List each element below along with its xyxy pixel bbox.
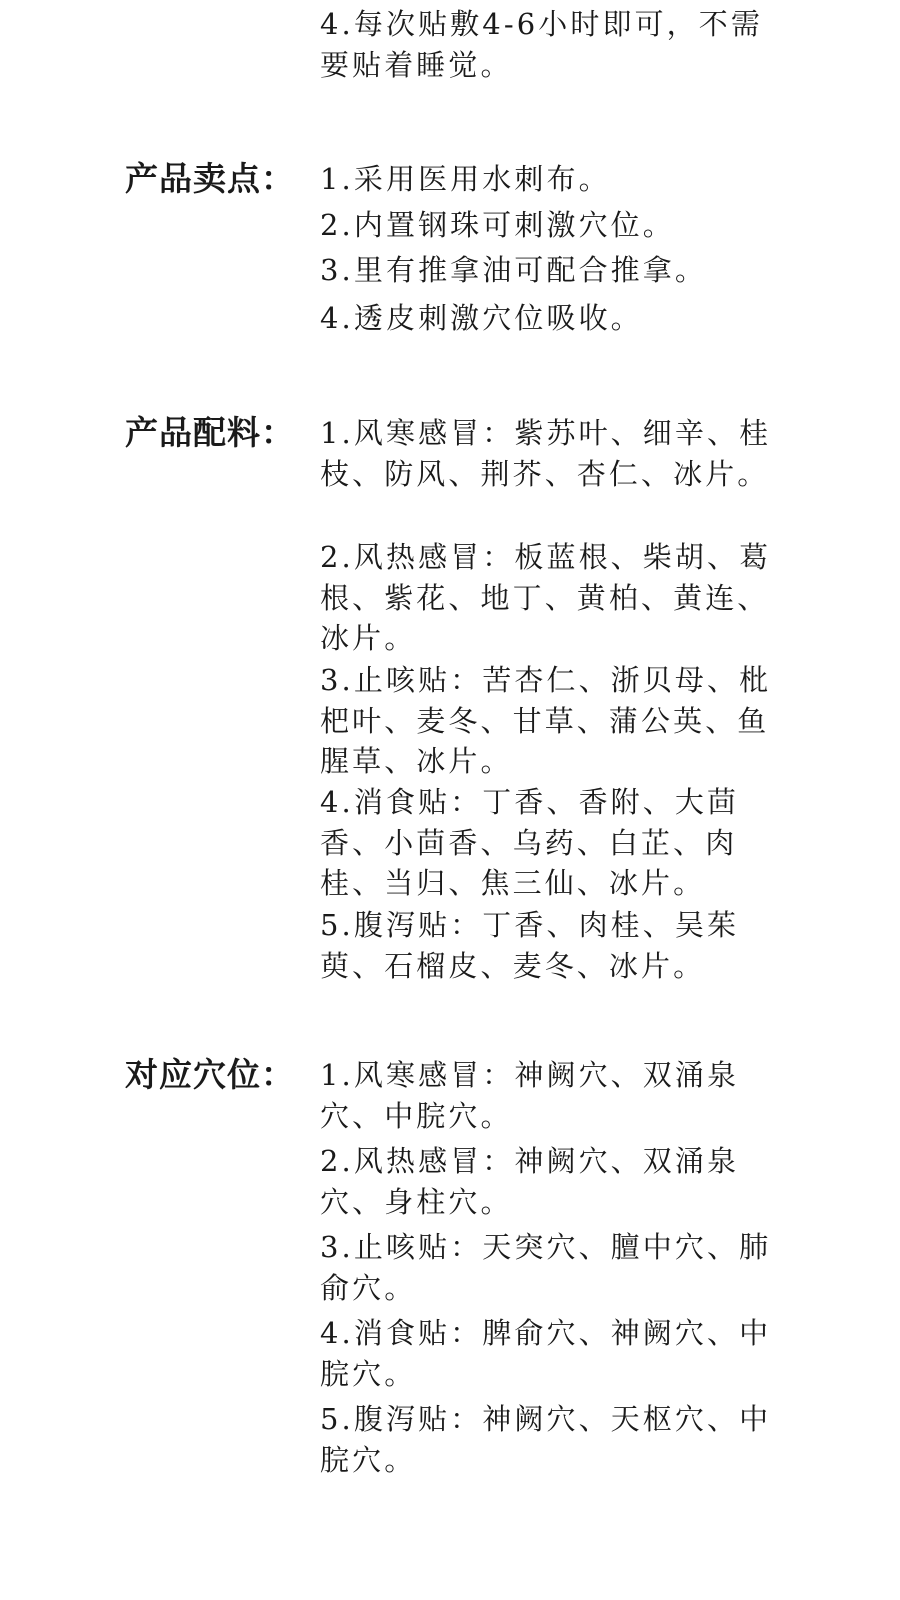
acupoint-item-5: 5.腹泻贴：神阙穴、天枢穴、中脘穴。 (320, 1402, 772, 1477)
ingredient-item-2: 2.风热感冒：板蓝根、柴胡、葛根、紫花、地丁、黄柏、黄连、冰片。 (320, 540, 772, 655)
selling-point-item-4: 4.透皮刺激穴位吸收。 (320, 301, 643, 335)
selling-point-item-2: 2.内置钢珠可刺激穴位。 (320, 208, 675, 242)
ingredient-item-3: 3.止咳贴：苦杏仁、浙贝母、枇杷叶、麦冬、甘草、蒲公英、鱼腥草、冰片。 (320, 663, 772, 778)
ingredient-item-5: 5.腹泻贴：丁香、肉桂、吴茱萸、石榴皮、麦冬、冰片。 (320, 908, 740, 983)
usage-item-4: 4.每次贴敷4-6小时即可，不需要贴着睡觉。 (320, 7, 763, 82)
selling-point-item-1: 1.采用医用水刺布。 (320, 162, 611, 196)
ingredients-label: 产品配料： (125, 413, 295, 452)
selling-points-label: 产品卖点： (125, 159, 295, 198)
ingredient-item-1: 1.风寒感冒：紫苏叶、细辛、桂枝、防风、荆芥、杏仁、冰片。 (320, 416, 772, 491)
acupoint-item-4: 4.消食贴：脾俞穴、神阙穴、中脘穴。 (320, 1316, 772, 1391)
ingredient-item-4: 4.消食贴：丁香、香附、大茴香、小茴香、乌药、白芷、肉桂、当归、焦三仙、冰片。 (320, 785, 740, 900)
acupoint-item-3: 3.止咳贴：天突穴、膻中穴、肺俞穴。 (320, 1230, 772, 1305)
acupoints-label: 对应穴位： (125, 1055, 295, 1094)
acupoint-item-2: 2.风热感冒：神阙穴、双涌泉穴、身柱穴。 (320, 1144, 740, 1219)
selling-point-item-3: 3.里有推拿油可配合推拿。 (320, 253, 707, 287)
acupoint-item-1: 1.风寒感冒：神阙穴、双涌泉穴、中脘穴。 (320, 1058, 740, 1133)
